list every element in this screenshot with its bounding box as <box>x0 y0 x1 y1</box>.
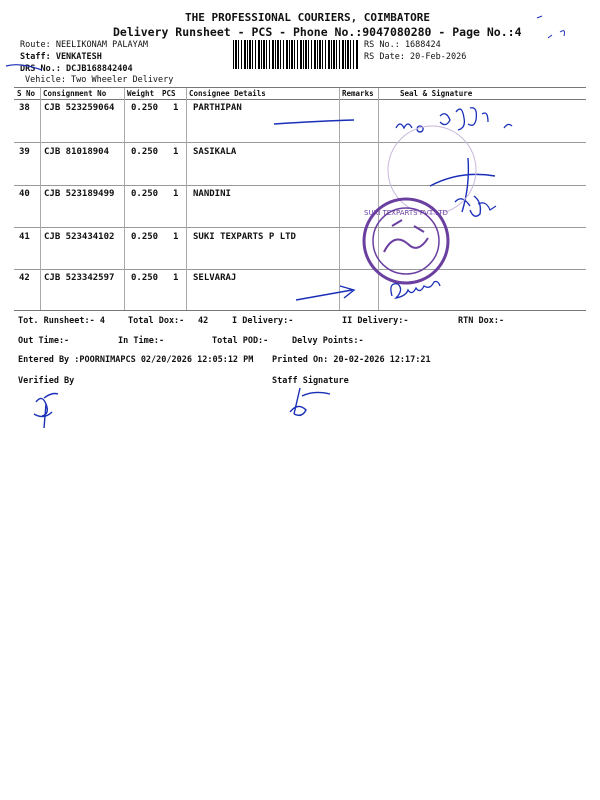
row-pcs: 1 <box>173 147 179 157</box>
staff-signature-label: Staff Signature <box>272 376 349 386</box>
verified-by-label: Verified By <box>18 376 75 386</box>
runsheet-subtitle: Delivery Runsheet - PCS - Phone No.:9047080280 - Page No.:4 <box>113 25 522 39</box>
header-remarks: Remarks <box>342 89 374 98</box>
tot-runsheet: Tot. Runsheet:- 4 <box>18 316 105 326</box>
drs-number: DRS No.: DCJB168842404 <box>20 64 133 74</box>
row-pcs: 1 <box>173 189 179 199</box>
in-time: In Time:- <box>118 336 165 346</box>
vehicle-label: Vehicle: Two Wheeler Delivery <box>25 75 174 85</box>
row-consignee: SUKI TEXPARTS P LTD <box>193 232 296 242</box>
total-pod: Total POD:- <box>212 336 269 346</box>
company-title: THE PROFESSIONAL COURIERS, COIMBATORE <box>185 11 431 24</box>
delvy-points: Delvy Points:- <box>292 336 364 346</box>
row-consignment: CJB 81018904 <box>44 147 110 157</box>
total-dox-value: 42 <box>198 316 209 326</box>
row-weight: 0.250 <box>131 232 159 242</box>
row-consignee: SELVARAJ <box>193 273 237 283</box>
ii-delivery: II Delivery:- <box>342 316 409 326</box>
row-weight: 0.250 <box>131 103 159 113</box>
total-dox-label: Total Dox:- <box>128 316 185 326</box>
row-sno: 39 <box>19 147 30 157</box>
staff-signature <box>290 388 330 415</box>
out-time: Out Time:- <box>18 336 70 346</box>
strikethrough-mark <box>6 65 42 70</box>
row-sno: 42 <box>19 273 30 283</box>
signature-row39 <box>430 158 495 216</box>
row-weight: 0.250 <box>131 147 159 157</box>
row-consignee: PARTHIPAN <box>193 103 242 113</box>
row-consignee: NANDINI <box>193 189 231 199</box>
row-sno: 41 <box>19 232 30 242</box>
staff-label: Staff: VENKATESH <box>20 52 102 62</box>
row-consignment: CJB 523342597 <box>44 273 115 283</box>
printed-on: Printed On: 20-02-2026 12:17:21 <box>272 355 431 365</box>
row-sno: 40 <box>19 189 30 199</box>
row-pcs: 1 <box>173 232 179 242</box>
rtn-dox: RTN Dox:- <box>458 316 505 326</box>
signature-row42 <box>391 282 440 299</box>
row-pcs: 1 <box>173 103 179 113</box>
faint-stamp-ghost <box>388 126 476 214</box>
header-pcs: PCS <box>162 89 176 98</box>
company-stamp <box>364 199 448 283</box>
row-consignee: SASIKALA <box>193 147 237 157</box>
entered-by: Entered By :POORNIMAPCS 02/20/2026 12:05:12 PM <box>18 355 254 365</box>
arrow-mark <box>296 286 354 300</box>
stamp-text: SUKI TEXPARTS PVT LTD <box>364 209 448 217</box>
row-weight: 0.250 <box>131 189 159 199</box>
header-sno: S No <box>17 89 36 98</box>
header-weight: Weight <box>127 89 155 98</box>
row-weight: 0.250 <box>131 273 159 283</box>
header-consignee: Consignee Details <box>189 89 266 98</box>
row-consignment: CJB 523434102 <box>44 232 115 242</box>
arrow-mark <box>274 120 354 124</box>
route-label: Route: NEELIKONAM PALAYAM <box>20 40 148 50</box>
verified-by-signature <box>34 394 58 429</box>
i-delivery: I Delivery:- <box>232 316 294 326</box>
row-consignment: CJB 523259064 <box>44 103 115 113</box>
ink-marks <box>537 16 565 38</box>
signature-row38 <box>396 108 512 132</box>
row-sno: 38 <box>19 103 30 113</box>
row-consignment: CJB 523189499 <box>44 189 115 199</box>
rs-date: RS Date: 20-Feb-2026 <box>364 52 467 62</box>
header-consignment: Consignment No <box>43 89 107 98</box>
row-pcs: 1 <box>173 273 179 283</box>
rs-number: RS No.: 1688424 <box>364 40 441 50</box>
header-seal-signature: Seal & Signature <box>400 89 473 98</box>
